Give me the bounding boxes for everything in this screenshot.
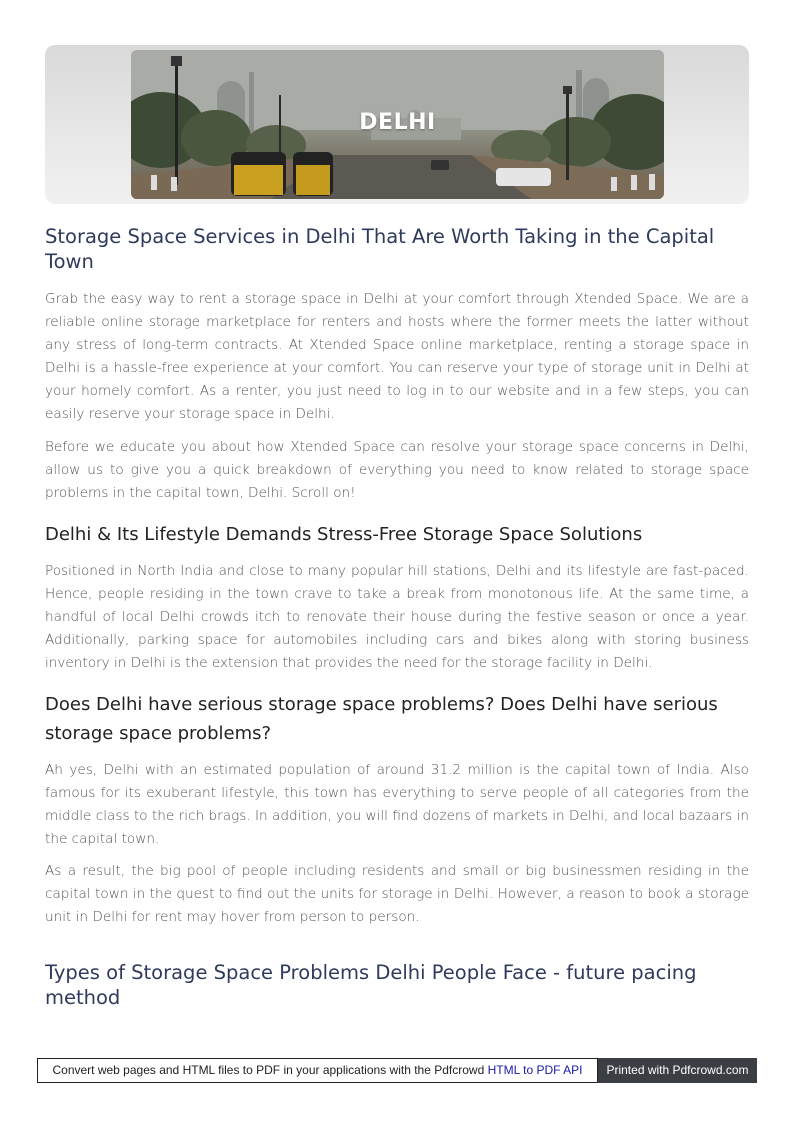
hero-banner: [45, 45, 749, 204]
problem-types-heading: Types of Storage Space Problems Delhi People Face - future pacing method: [45, 961, 697, 1009]
result-paragraph: As a result, the big pool of people including residents and small or big businessmen residing in the capital town in the quest to find out the units for storage in Delhi. However, a reason to book a storage unit in Delhi for rent may hover from person to person.: [45, 863, 749, 925]
lifestyle-heading: Delhi & Its Lifestyle Demands Stress-Free Storage Space Solutions: [45, 524, 643, 545]
page-title: Storage Space Services in Delhi That Are Worth Taking in the Capital Town: [45, 225, 715, 273]
intro-paragraph: Grab the easy way to rent a storage space in Delhi at your comfort through Xtended Space. We are a reliable online storage marketplace for renters and hosts where the former meets the latter without any stress of long-term contracts. At Xtended Space online marketplace, renting a storage space in Delhi is a hassle-free experience at your comfort. You can reserve your type of storage unit in Delhi at your homely comfort. As a renter, you just need to log in to our website and in a few steps, you can easily reserve your storage space in Delhi.: [45, 291, 749, 422]
problems-heading: Does Delhi have serious storage space problems? Does Delhi have serious storage space problems?: [45, 694, 718, 744]
population-paragraph: Ah yes, Delhi with an estimated population of around 31.2 million is the capital town of India. Also famous for its exuberant lifestyle, this town has everything to serve people of all categories from the middle class to the rich brags. In addition, you will find dozens of markets in Delhi, and local bazaars in the capital town.: [45, 762, 749, 847]
breakdown-paragraph: Before we educate you about how Xtended Space can resolve your storage space concerns in Delhi, allow us to give you a quick breakdown of everything you need to know related to storage space problems in the capital town, Delhi. Scroll on!: [45, 439, 749, 501]
html-to-pdf-api-link[interactable]: HTML to PDF API: [487, 1063, 583, 1077]
pdfcrowd-footer: [37, 1058, 757, 1083]
footer-promo: [37, 1058, 598, 1083]
hero-title: DELHI: [359, 110, 436, 135]
delhi-street-photo: [131, 50, 664, 199]
footer-promo-text: Convert web pages and HTML files to PDF in your applications with the Pdfcrowd: [52, 1063, 488, 1077]
printed-with-badge[interactable]: Printed with Pdfcrowd.com: [598, 1058, 757, 1083]
lifestyle-paragraph: Positioned in North India and close to many popular hill stations, Delhi and its lifestyle are fast-paced. Hence, people residing in the town crave to take a break from monotonous life. At the same time, a handful of local Delhi crowds itch to renovate their house during the festive season or once a year. Additionally, parking space for automobiles including cars and bikes along with storing business inventory in Delhi is the extension that provides the need for the storage facility in Delhi.: [45, 563, 749, 671]
